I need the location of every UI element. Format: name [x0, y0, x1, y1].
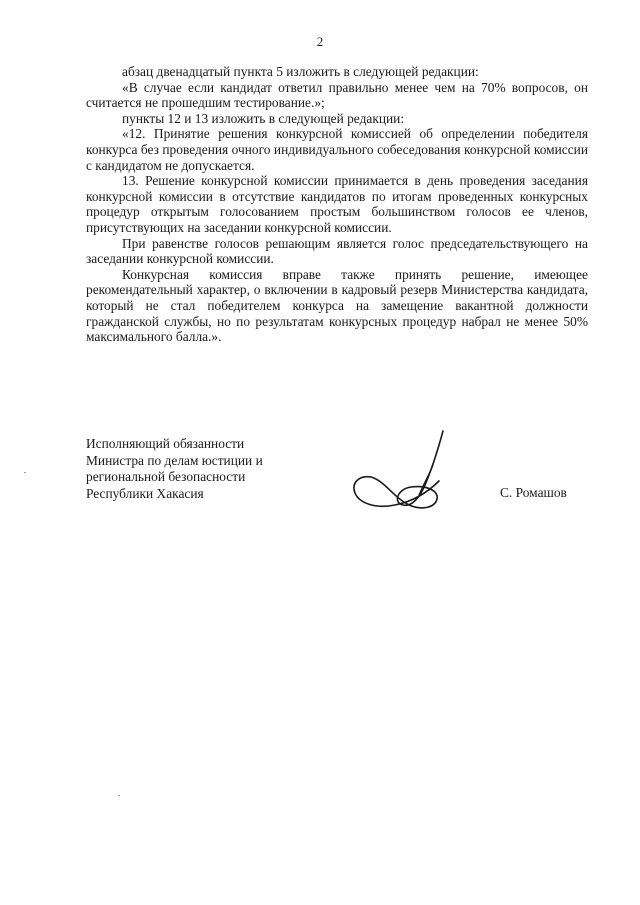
paragraph: «12. Принятие решения конкурсной комиссией об определении победителя конкурса без проведения очного индивидуального собеседования конкурсной комиссии с кандидатом не допускается.: [86, 126, 588, 173]
paragraph: пункты 12 и 13 изложить в следующей редакции:: [122, 110, 405, 126]
document-body: [86, 64, 588, 345]
signatory-title-line: Исполняющий обязанности: [86, 436, 245, 451]
signatory-title-line: Министра по делам юстиции и: [86, 452, 263, 468]
signatory-title: [86, 436, 263, 502]
page-number: 2: [316, 34, 324, 49]
paragraph: абзац двенадцатый пункта 5 изложить в следующей редакции:: [122, 64, 479, 79]
paragraph: «В случае если кандидат ответил правильно менее чем на 70% вопросов, он считается не прошедшим тестирование.»;: [86, 79, 588, 111]
scan-speck: [24, 472, 26, 473]
signatory-title-line: Республики Хакасия: [86, 485, 204, 501]
paragraph: При равенстве голосов решающим является голос председательствующего на заседании конкурсной комиссии.: [86, 235, 588, 267]
scan-speck: [118, 795, 120, 796]
signatory-title-line: региональной безопасности: [86, 469, 246, 484]
paragraph: 13. Решение конкурсной комиссии принимается в день проведения заседания конкурсной комиссии в отсутствие кандидатов по итогам проведенных конкурсных процедур открытым голосованием простым большинством голосов ее членов, присутствующих на заседании конкурсной комиссии.: [86, 173, 588, 235]
paragraph: Конкурсная комиссия вправе также принять решение, имеющее рекомендательный характер, о включении в кадровый резерв Министерства кандидата, который не стал победителем конкурса на замещение вакантной должности гражданской службы, но по результатам конкурсных процедур набрал не менее 50% максимального балла.».: [86, 266, 588, 345]
signatory-name: С. Ромашов: [500, 485, 567, 500]
handwritten-signature: [345, 425, 475, 515]
